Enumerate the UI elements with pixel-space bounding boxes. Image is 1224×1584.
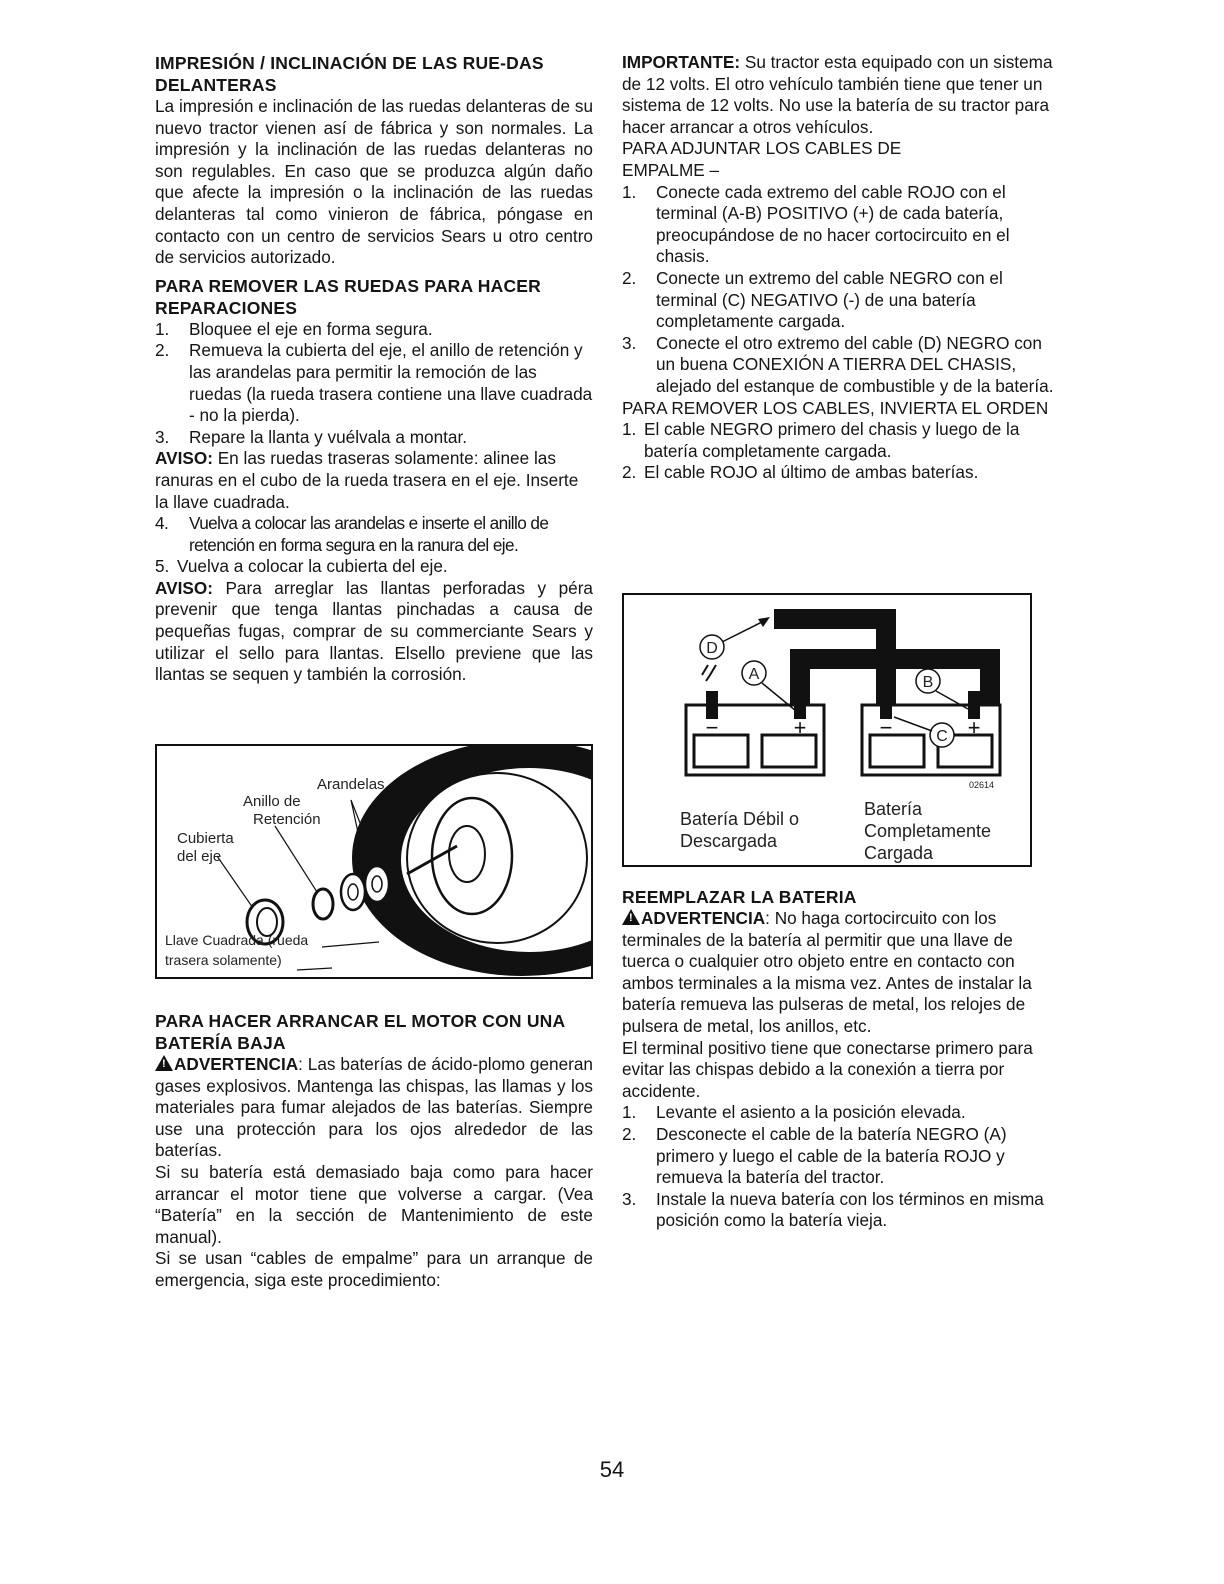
- label-b: B: [922, 674, 934, 691]
- label-anillo-2: Retención: [253, 811, 321, 828]
- label-anillo-1: Anillo de: [243, 793, 301, 810]
- warning-triangle-icon: [622, 909, 640, 925]
- label-c: C: [936, 728, 948, 745]
- caption-charged-3: Cargada: [864, 843, 934, 863]
- list-item: 1. Bloquee el eje en forma segura.: [155, 318, 433, 339]
- left-column: [155, 52, 593, 686]
- plus-sign-right: +: [967, 715, 981, 740]
- heading-adjuntar-2: EMPALME –: [622, 159, 720, 180]
- warning-acid-battery: !ADVERTENCIA: Las baterías de ácido-plomo generan gases explosivos. Mantenga las chispas, las llamas y los materiales para fumar alejados de las baterías. Siempre use una protección para los ojos alrededor de las baterías.: [155, 1054, 593, 1162]
- heading-impresion: IMPRESIÓN / INCLINACIÓN DE LAS RUE-DAS DELANTERAS: [155, 53, 544, 95]
- wheel-diagram: [157, 746, 591, 977]
- label-a: A: [748, 666, 760, 683]
- label-llave-2: trasera solamente): [165, 952, 282, 968]
- right-column: [622, 52, 1062, 484]
- label-cubierta-2: del eje: [177, 848, 222, 865]
- minus-sign-left: −: [705, 715, 719, 740]
- list-item: 3. Instale la nueva batería con los términos en misma posición como la batería vieja.: [622, 1188, 1044, 1231]
- list-item: 2. Remueva la cubierta del eje, el anillo de retención y las arandelas para permitir la remoción de las ruedas (la rueda trasera contiene una llave cuadrada - no la pierda).: [155, 340, 593, 426]
- list-item: 3. Conecte el otro extremo del cable (D) NEGRO con un buena CONEXIÓN A TIERRA DEL CHASIS, alejado del estanque de combustible y de la batería.: [622, 332, 1054, 396]
- plus-sign-left: +: [793, 715, 807, 740]
- right-column-lower: [622, 886, 1062, 1232]
- paragraph-terminal-positivo: El terminal positivo tiene que conectarse primero para evitar las chispas debido a la conexión a tierra por accidente.: [622, 1037, 1033, 1101]
- battery-diagram: [624, 595, 1030, 865]
- ground-icon: [702, 665, 716, 681]
- retaining-ring-shape: [313, 889, 333, 919]
- caption-charged-1: Batería: [864, 799, 923, 819]
- paragraph-cables-empalme: Si se usan “cables de empalme” para un arranque de emergencia, siga este procedimiento:: [155, 1248, 593, 1290]
- caption-charged-2: Completamente: [864, 821, 992, 841]
- aviso-note-1: AVISO: En las ruedas traseras solamente: alinee las ranuras en el cubo de la rueda trasera en el eje. Inserte la llave cuadrada.: [155, 448, 579, 512]
- page-number: 54: [599, 1457, 625, 1482]
- aviso-note-2: AVISO: Para arreglar las llantas perforadas y péra prevenir que tenga llantas pinchadas a causa de pequeñas fugas, comprar de su commerciante Sears y utilizar el sello para llantas. Elsello previene que las llantas se sequen y también la corrosión.: [155, 577, 593, 685]
- paragraph-bateria-baja: Si su batería está demasiado baja como para hacer arrancar el motor tiene que volverse a cargar. (Vea “Batería” en la sección de Mantenimiento de este manual).: [155, 1161, 593, 1247]
- list-item: 1. El cable NEGRO primero del chasis y luego de la batería completamente cargada.: [622, 419, 1020, 461]
- caption-weak-2: Descargada: [680, 831, 778, 851]
- aviso-label: AVISO:: [155, 577, 213, 598]
- heading-remover-cables: PARA REMOVER LOS CABLES, INVIERTA EL ORDEN: [622, 397, 1049, 418]
- warning-triangle-icon: [155, 1055, 173, 1071]
- heading-adjuntar-1: PARA ADJUNTAR LOS CABLES DE: [622, 138, 902, 159]
- caption-weak-1: Batería Débil o: [680, 809, 800, 829]
- list-item: 1. Levante el asiento a la posición elevada.: [622, 1102, 966, 1123]
- list-item: 1. Conecte cada extremo del cable ROJO con el terminal (A-B) POSITIVO (+) de cada batería, preocupándose de no hacer cortocircuito en el chasis.: [622, 181, 1010, 267]
- label-d: D: [706, 640, 718, 657]
- wheel-assembly-figure: [155, 744, 593, 979]
- list-item: 4. Vuelva a colocar las arandelas e inserte el anillo de retención en forma segura en la ranura del eje.: [155, 513, 549, 555]
- label-llave-1: Llave Cuadrada (rueda: [165, 932, 309, 948]
- list-item: 2. Desconecte el cable de la batería NEGRO (A) primero y luego el cable de la batería ROJO y remueva la batería del tractor.: [622, 1123, 1007, 1188]
- minus-sign-right: −: [879, 715, 893, 740]
- heading-arrancar-motor: PARA HACER ARRANCAR EL MOTOR CON UNA BATERÍA BAJA: [155, 1011, 565, 1053]
- list-item: 3. Repare la llanta y vuélvala a montar.: [155, 426, 468, 447]
- paragraph-impresion: La impresión e inclinación de las ruedas delanteras de su nuevo tractor vienen así de fábrica y son normales. La impresión y la inclinación de las ruedas delanteras no son regulables. En caso que se produzca algún daño que afecte la impresión o la inclinación de las ruedas delanteras tal como vinieron de fábrica, póngase en contacto con un centro de servicios Sears u otro centro de servicios autorizado.: [155, 96, 593, 268]
- warning-cortocircuito: !ADVERTENCIA: No haga cortocircuito con los terminales de la batería al permitir que una llave de tuerca o cualquier otro objeto entre en contacto con ambos terminales a la misma vez. Antes de instalar la batería remueva las pulseras de metal, los relojes de pulsera de metal, los anillos, etc.: [622, 908, 1062, 1038]
- heading-reemplazar-bateria: REEMPLAZAR LA BATERIA: [622, 887, 857, 907]
- label-arandelas: Arandelas: [317, 776, 385, 793]
- list-item: 2. Conecte un extremo del cable NEGRO con el terminal (C) NEGATIVO (-) de una batería completamente cargada.: [622, 267, 1003, 332]
- label-cubierta-1: Cubierta: [177, 830, 234, 847]
- jumper-cable-figure: [622, 593, 1032, 867]
- list-item: 5. Vuelva a colocar la cubierta del eje.: [155, 556, 448, 577]
- list-item: 2. El cable ROJO al último de ambas baterías.: [622, 462, 979, 483]
- importante-note: IMPORTANTE: Su tractor esta equipado con un sistema de 12 volts. El otro vehículo también tiene que tener un sistema de 12 volts. No use la batería de su tractor para hacer arrancar a otros vehículos.: [622, 52, 1053, 137]
- left-column-lower: [155, 1010, 593, 1292]
- figure-code: 02614: [968, 780, 994, 790]
- aviso-label: AVISO:: [155, 448, 213, 469]
- washer-shape: [341, 874, 365, 910]
- heading-remover-ruedas: PARA REMOVER LAS RUEDAS PARA HACER REPARACIONES: [155, 275, 541, 318]
- washer-shape: [365, 866, 389, 902]
